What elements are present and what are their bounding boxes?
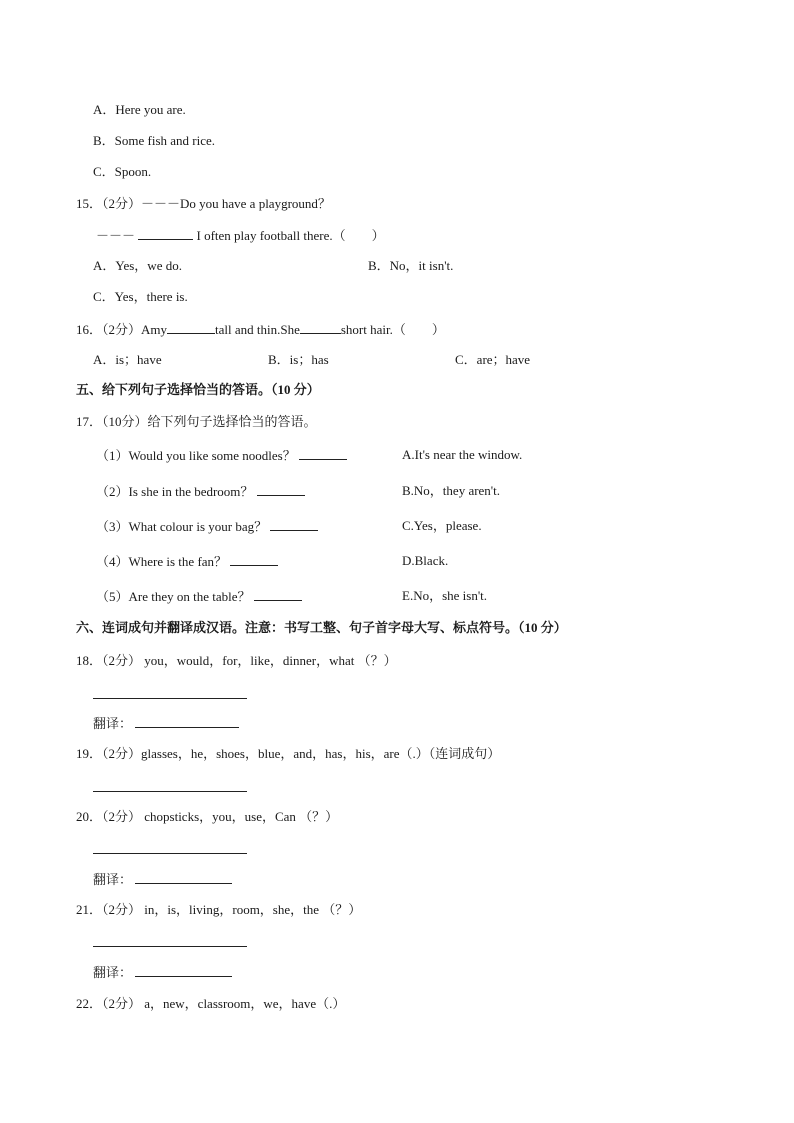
q19-stem: 19．（2分）glasses，he，shoes，blue，and，has，his，are（.）（连词成句） (76, 746, 501, 761)
q16-option-a: A．is；have (93, 352, 162, 367)
q20-answer-line[interactable] (93, 853, 247, 854)
q20-translate-blank[interactable] (135, 871, 232, 884)
q17-item-1-blank[interactable] (299, 447, 347, 460)
q16-option-b: B．is；has (268, 352, 329, 367)
q17-choice-a: A.It's near the window. (402, 447, 523, 462)
q17-item-5-blank[interactable] (254, 588, 302, 601)
q16-stem-mid: tall and thin.She (215, 322, 300, 337)
q17-stem: 17．（10分）给下列句子选择恰当的答语。 (76, 414, 317, 429)
q15-stem: 15．（2分）－－－Do you have a playground？ (76, 196, 331, 211)
q17-item-4-blank[interactable] (230, 553, 278, 566)
q21-stem: 21．（2分） in，is，living，room，she，the （？） (76, 902, 362, 917)
q15-answer-blank[interactable] (138, 227, 193, 240)
q16-option-c: C．are；have (455, 352, 531, 367)
q18-translate (93, 715, 239, 732)
q17-item-1-text: （1）Would you like some noodles？ (96, 448, 296, 463)
q17-item-5-question (96, 588, 302, 605)
q21-translate (93, 964, 232, 981)
q15-reply (96, 227, 385, 244)
q17-choice-e: E.No，she isn't. (402, 588, 488, 603)
q20-translate-label: 翻译： (93, 872, 133, 887)
q17-item-3-blank[interactable] (270, 518, 318, 531)
q18-answer-line[interactable] (93, 698, 247, 699)
q15-reply-dashes: －－－ (96, 228, 136, 243)
section6-title: 六、连词成句并翻译成汉语。注意：书写工整、句子首字母大写、标点符号。（10 分） (76, 620, 567, 635)
q18-stem: 18．（2分） you，would，for，like，dinner，what （？） (76, 653, 397, 668)
q17-item-1-question (96, 447, 347, 464)
q17-item-3-question (96, 518, 318, 535)
q20-stem: 20．（2分） chopsticks，you，use，Can （？） (76, 809, 339, 824)
q17-item-4-text: （4）Where is the fan？ (96, 554, 228, 569)
q21-answer-line[interactable] (93, 946, 247, 947)
q16-blank-1[interactable] (167, 321, 215, 334)
q16-stem (76, 321, 445, 338)
q22-stem: 22．（2分） a，new，classroom，we，have（.） (76, 996, 346, 1011)
q17-item-3-text: （3）What colour is your bag？ (96, 519, 268, 534)
q15-reply-text: I often play football there.（ ） (196, 228, 385, 243)
q17-item-4-question (96, 553, 278, 570)
q16-stem-post: short hair.（ ） (340, 322, 445, 337)
q17-item-2-blank[interactable] (257, 483, 305, 496)
q18-translate-blank[interactable] (135, 715, 239, 728)
q21-translate-blank[interactable] (135, 964, 232, 977)
q21-translate-label: 翻译： (93, 965, 133, 980)
q14-option-a: A．Here you are. (93, 102, 186, 117)
q15-option-c: C．Yes，there is. (93, 289, 188, 304)
q17-choice-d: D.Black. (402, 553, 449, 568)
q17-item-2-text: （2）Is she in the bedroom？ (96, 484, 254, 499)
q17-choice-c: C.Yes，please. (402, 518, 482, 533)
q14-option-b: B．Some fish and rice. (93, 133, 216, 148)
q15-option-b: B．No，it isn't. (368, 258, 454, 273)
section5-title: 五、给下列句子选择恰当的答语。（10 分） (76, 382, 320, 397)
q20-translate (93, 871, 232, 888)
q17-item-5-text: （5）Are they on the table？ (96, 589, 251, 604)
q14-option-c: C．Spoon. (93, 164, 152, 179)
q15-option-a: A．Yes，we do. (93, 258, 182, 273)
q17-choice-b: B.No，they aren't. (402, 483, 501, 498)
q16-blank-2[interactable] (300, 321, 341, 334)
q19-answer-line[interactable] (93, 791, 247, 792)
q16-stem-pre: 16．（2分）Amy (76, 322, 168, 337)
q17-item-2-question (96, 483, 305, 500)
q18-translate-label: 翻译： (93, 716, 133, 731)
